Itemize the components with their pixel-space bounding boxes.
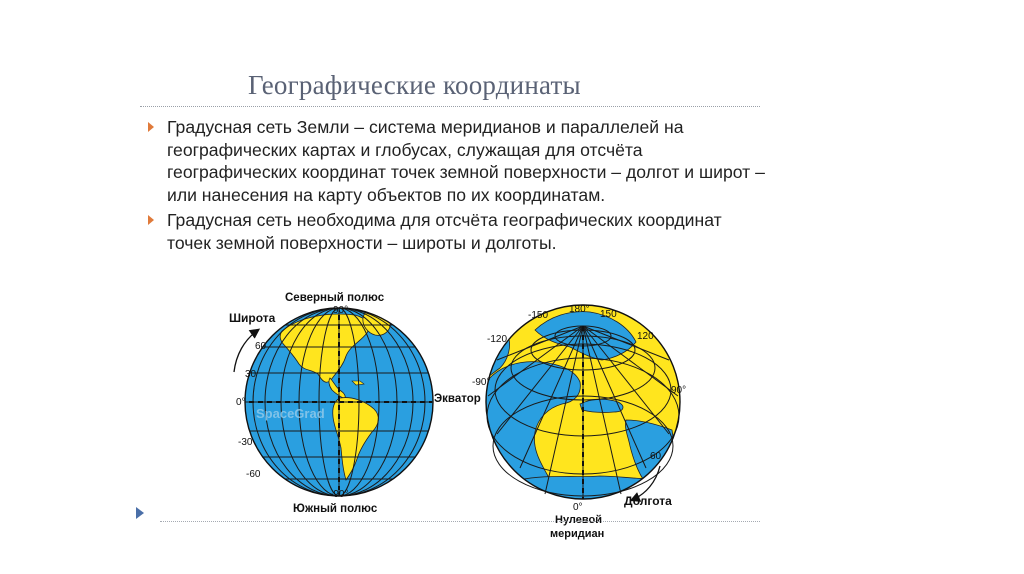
latitude-label: Широта <box>229 311 276 325</box>
lat-tick-30: 30 <box>245 369 257 380</box>
lon-tick-minus-120: -120 <box>487 334 508 345</box>
prime-meridian-label-line2: меридиан <box>550 528 605 540</box>
lat-tick-minus-30: -30 <box>238 437 253 448</box>
lon-tick-120: 120 <box>637 331 654 342</box>
lat-tick-60: 60 <box>255 341 267 352</box>
equator-label: Экватор <box>434 393 481 405</box>
watermark-text: SpaceGrad <box>256 406 325 421</box>
lon-tick-90: 90° <box>671 385 687 396</box>
lat-tick-0: 0° <box>236 397 246 408</box>
right-globe <box>472 304 686 540</box>
lon-tick-180: 180° <box>569 304 590 315</box>
lon-tick-minus-150: -150 <box>528 310 549 321</box>
bullet-text: Градусная сеть Земли – система меридианов и параллелей на географических картах и глобусах, служащая для отсчёта географических координат точек земной поверхности – долгот и широт – или нанесения на карту объектов по их координатам. <box>167 117 765 205</box>
south-pole-label: Южный полюс <box>293 503 378 515</box>
lon-tick-150: 150 <box>600 309 617 320</box>
longitude-label: Долгота <box>624 494 672 508</box>
bullet-text: Градусная сеть необходима для отсчёта географических координат точек земной поверхности – широты и долготы. <box>167 210 722 253</box>
north-pole-label: Северный полюс <box>285 292 385 304</box>
lat-tick-minus-90: -90° <box>330 489 349 500</box>
lat-tick-minus-60: -60 <box>246 469 261 480</box>
lon-tick-0: 0° <box>573 502 583 513</box>
bottom-divider <box>160 521 760 522</box>
lon-tick-minus-90: -90° <box>472 377 491 388</box>
slide-title: Географические координаты <box>248 70 581 100</box>
prime-meridian-label-line1: Нулевой <box>555 514 602 526</box>
next-slide-arrow-icon[interactable] <box>136 507 144 519</box>
lat-tick-90: 90° <box>333 305 349 316</box>
left-globe <box>229 292 481 515</box>
lon-tick-60: 60 <box>650 451 662 462</box>
